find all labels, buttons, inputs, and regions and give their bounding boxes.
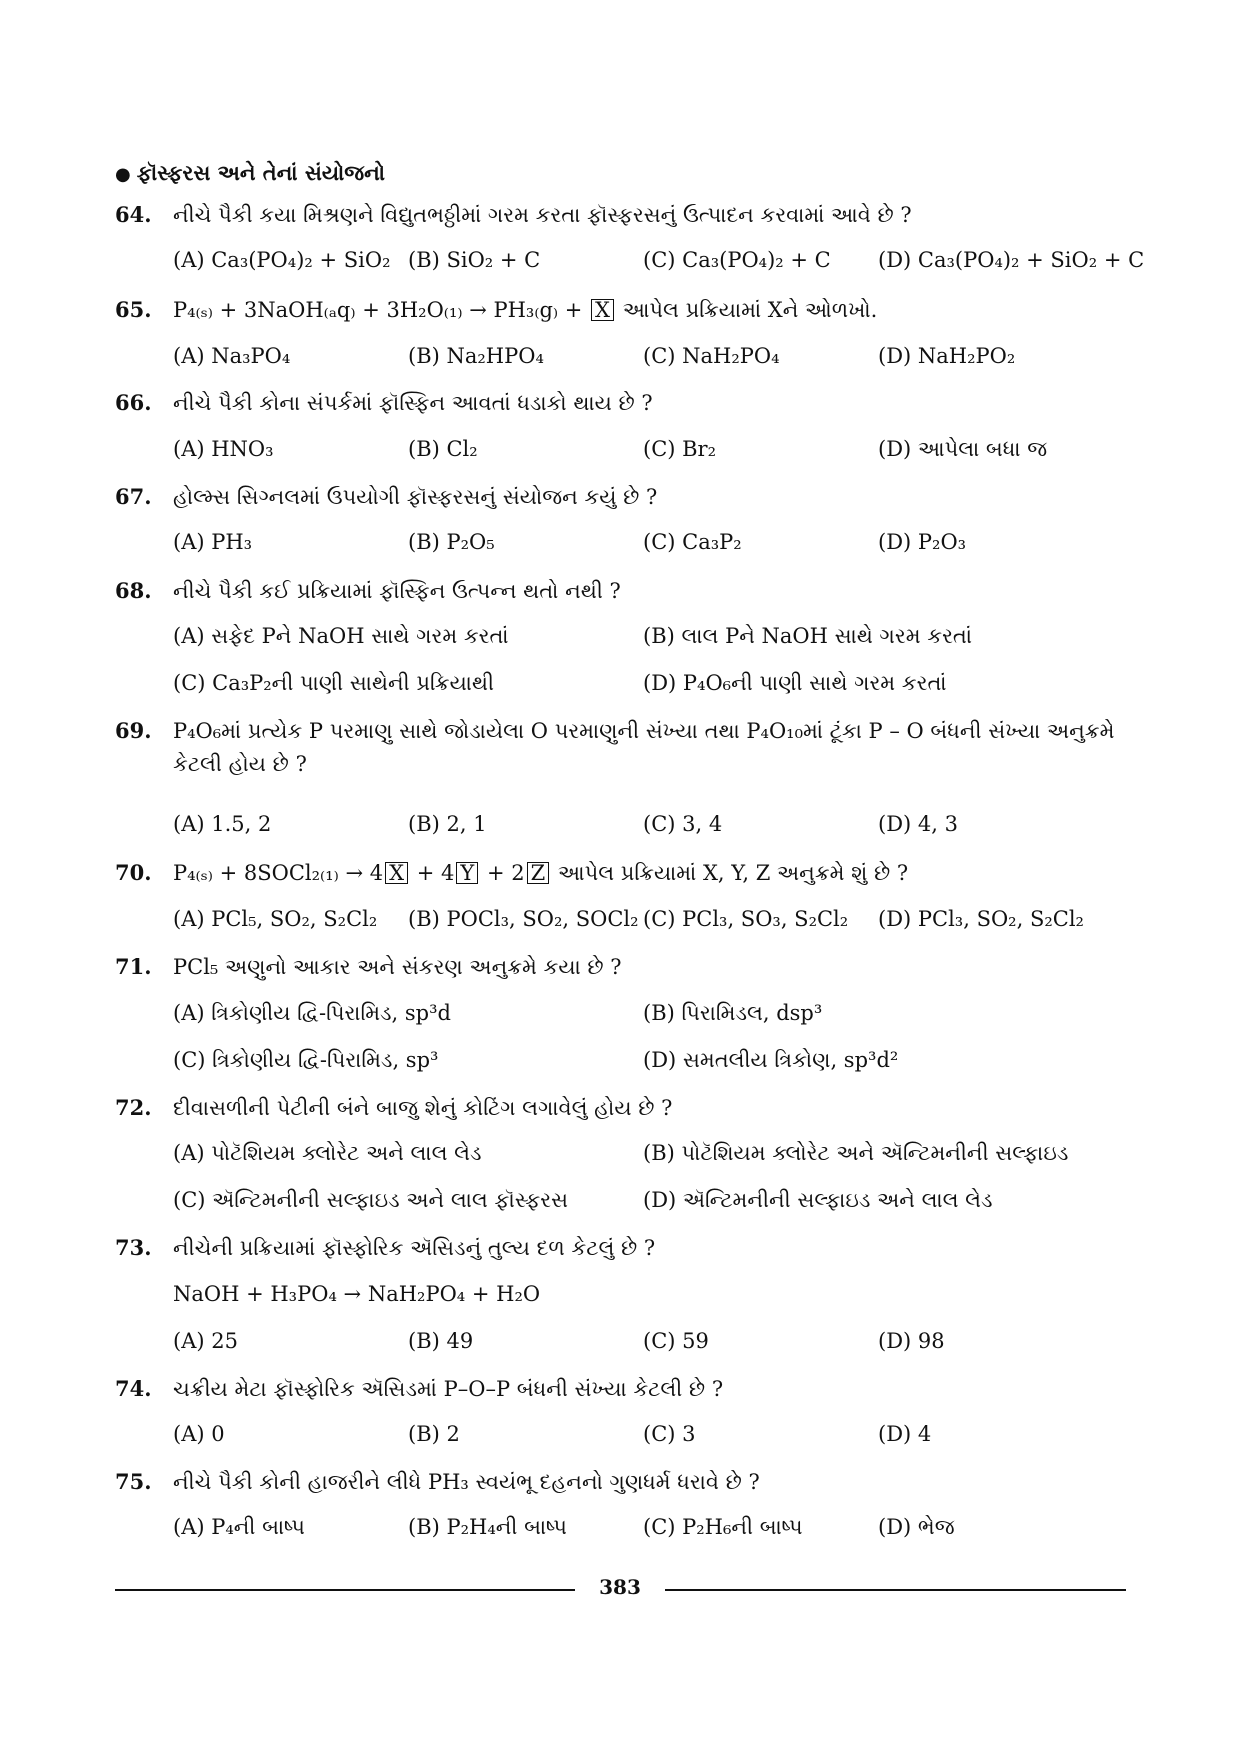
reaction-equation: NaOH + H₃PO₄ → NaH₂PO₄ + H₂O: [173, 1282, 541, 1306]
question-number: 65.: [115, 297, 152, 322]
question-text: દીવાસળીની પેટીની બંને બાજુ શેનું કોટિંગ લગાવેલું હોય છે ?: [173, 1096, 673, 1120]
question-number: 74.: [115, 1376, 152, 1401]
reaction-equation: P₄₍ₛ₎ + 8SOCl₂₍₁₎ → 4: [173, 861, 384, 885]
option-b: (B) 2: [408, 1422, 460, 1446]
option-d: (D) NaH₂PO₂: [878, 344, 1016, 368]
reaction-equation: P₄₍ₛ₎ + 3NaOH₍ₐq₎ + 3H₂O₍₁₎ → PH₃₍g₎ +: [173, 298, 583, 322]
option-c: (C) 59: [643, 1329, 709, 1353]
question-number: 66.: [115, 390, 152, 415]
option-c: (C) ઍન્ટિમનીની સલ્ફાઇડ અને લાલ ફૉસ્ફરસ: [173, 1188, 569, 1212]
option-a: (A) ત્રિકોણીય દ્વિ-પિરામિડ, sp³d: [173, 1001, 451, 1025]
question-text: નીચેની પ્રક્રિયામાં ફૉસ્ફોરિક ઍસિડનું તુલ્ય દળ કેટલું છે ?: [173, 1236, 656, 1260]
option-d: (D) 4: [878, 1422, 932, 1446]
question-68: [115, 578, 621, 604]
option-d: (D) 4, 3: [878, 812, 958, 836]
page-number: 383: [599, 1575, 641, 1599]
option-d: (D) 98: [878, 1329, 945, 1353]
question-number: 75.: [115, 1469, 152, 1494]
option-b: (B) લાલ Pને NaOH સાથે ગરમ કરતાં: [643, 624, 972, 648]
option-a: (A) સફેદ Pને NaOH સાથે ગરમ કરતાં: [173, 624, 509, 648]
question-74: [115, 1376, 723, 1402]
unknown-box-y: Y: [456, 862, 478, 884]
option-b: (B) પિરામિડલ, dsp³: [643, 1001, 823, 1025]
option-d: (D) P₄O₆ની પાણી સાથે ગરમ કરતાં: [643, 671, 947, 695]
option-a: (A) પોટૅશિયમ ક્લોરેટ અને લાલ લેડ: [173, 1141, 482, 1165]
option-a: (A) 25: [173, 1329, 238, 1353]
section-heading: [115, 160, 385, 186]
option-c: (C) 3: [643, 1422, 696, 1446]
question-text: આપેલ પ્રક્રિયામાં X, Y, Z અનુક્રમે શું છે ?: [557, 861, 909, 885]
option-d: (D) P₂O₃: [878, 530, 967, 554]
coefficient-2: + 2: [486, 861, 525, 885]
question-71: [115, 954, 622, 980]
option-d: (D) PCl₃, SO₂, S₂Cl₂: [878, 907, 1084, 931]
question-number: 72.: [115, 1095, 152, 1120]
option-a: (A) 1.5, 2: [173, 812, 272, 836]
section-title: ફૉસ્ફરસ અને તેનાં સંયોજનો: [136, 160, 386, 185]
unknown-box-z: Z: [527, 862, 550, 884]
question-number: 64.: [115, 202, 152, 227]
coefficient-4: + 4: [416, 861, 455, 885]
question-text: નીચે પૈકી કઈ પ્રક્રિયામાં ફૉસ્ફિન ઉત્પન્ન થતો નથી ?: [173, 579, 621, 603]
option-b: (B) 2, 1: [408, 812, 487, 836]
option-a: (A) PCl₅, SO₂, S₂Cl₂: [173, 907, 378, 931]
option-c: (C) PCl₃, SO₃, S₂Cl₂: [643, 907, 849, 931]
option-a: (A) PH₃: [173, 530, 253, 554]
question-73: [115, 1235, 655, 1261]
option-c: (C) Ca₃P₂ની પાણી સાથેની પ્રક્રિયાથી: [173, 671, 495, 695]
option-d: (D) ઍન્ટિમનીની સલ્ફાઇડ અને લાલ લેડ: [643, 1188, 993, 1212]
question-text: આપેલ પ્રક્રિયામાં Xને ઓળખો.: [622, 298, 878, 322]
question-text: P₄O₆માં પ્રત્યેક P પરમાણુ સાથે જોડાયેલા O પરમાણુની સંખ્યા તથા P₄O₁₀માં ટૂંકા P – O બંધની સંખ્યા અનુક્રમે: [173, 719, 1115, 743]
option-d: (D) સમતલીય ત્રિકોણ, sp³d²: [643, 1048, 899, 1072]
question-66: [115, 390, 653, 416]
option-b: (B) પોટૅશિયમ ક્લોરેટ અને ઍન્ટિમનીની સલ્ફાઇડ: [643, 1141, 1069, 1165]
question-number: 69.: [115, 718, 152, 743]
footer-rule-right: [665, 1589, 1126, 1591]
option-a: (A) Na₃PO₄: [173, 344, 291, 368]
option-c: (C) Ca₃P₂: [643, 530, 742, 554]
question-text: નીચે પૈકી કયા મિશ્રણને વિદ્યુતભઠ્ઠીમાં ગરમ કરતા ફૉસ્ફરસનું ઉત્પાદન કરવામાં આવે છે ?: [173, 203, 912, 227]
option-d: (D) Ca₃(PO₄)₂ + SiO₂ + C: [878, 248, 1145, 272]
unknown-box-x: X: [385, 862, 408, 884]
option-b: (B) Na₂HPO₄: [408, 344, 544, 368]
question-text: નીચે પૈકી કોના સંપર્કમાં ફૉસ્ફિન આવતાં ધડાકો થાય છે ?: [173, 391, 653, 415]
question-text: PCl₅ અણુનો આકાર અને સંકરણ અનુક્રમે કયા છે ?: [173, 955, 622, 979]
option-b: (B) POCl₃, SO₂, SOCl₂: [408, 907, 639, 931]
option-c: (C) ત્રિકોણીય દ્વિ-પિરામિડ, sp³: [173, 1048, 439, 1072]
option-b: (B) Cl₂: [408, 437, 478, 461]
question-number: 67.: [115, 484, 152, 509]
option-a: (A) HNO₃: [173, 437, 274, 461]
question-70: [115, 860, 908, 886]
question-number: 70.: [115, 860, 152, 885]
question-text: ચક્રીય મેટા ફૉસ્ફોરિક ઍસિડમાં P–O–P બંધની સંખ્યા કેટલી છે ?: [173, 1377, 724, 1401]
bullet-icon: ●: [115, 164, 131, 185]
option-b: (B) 49: [408, 1329, 474, 1353]
question-number: 73.: [115, 1235, 152, 1260]
option-c: (C) 3, 4: [643, 812, 723, 836]
option-c: (C) P₂H₆ની બાષ્પ: [643, 1515, 803, 1539]
question-text: હોલ્મ્સ સિગ્નલમાં ઉપયોગી ફૉસ્ફરસનું સંયોજન કયું છે ?: [173, 485, 658, 509]
unknown-box-x: X: [591, 299, 614, 321]
option-b: (B) SiO₂ + C: [408, 248, 541, 272]
option-a: (A) 0: [173, 1422, 225, 1446]
question-64: [115, 202, 912, 228]
footer-rule-left: [115, 1589, 575, 1591]
question-text-continuation: કેટલી હોય છે ?: [173, 752, 307, 776]
option-c: (C) Ca₃(PO₄)₂ + C: [643, 248, 831, 272]
question-text: નીચે પૈકી કોની હાજરીને લીધે PH₃ સ્વયંભૂ દહનનો ગુણધર્મ ધરાવે છે ?: [173, 1470, 760, 1494]
option-b: (B) P₂O₅: [408, 530, 495, 554]
question-75: [115, 1469, 760, 1495]
option-a: (A) Ca₃(PO₄)₂ + SiO₂: [173, 248, 391, 272]
question-72: [115, 1095, 672, 1121]
option-b: (B) P₂H₄ની બાષ્પ: [408, 1515, 567, 1539]
option-d: (D) આપેલા બધા જ: [878, 437, 1048, 461]
option-c: (C) NaH₂PO₄: [643, 344, 780, 368]
question-number: 68.: [115, 578, 152, 603]
option-d: (D) ભેજ: [878, 1515, 955, 1539]
question-67: [115, 484, 657, 510]
question-69: [115, 718, 1115, 776]
question-65: [115, 297, 877, 323]
option-c: (C) Br₂: [643, 437, 717, 461]
option-a: (A) P₄ની બાષ્પ: [173, 1515, 305, 1539]
question-number: 71.: [115, 954, 152, 979]
